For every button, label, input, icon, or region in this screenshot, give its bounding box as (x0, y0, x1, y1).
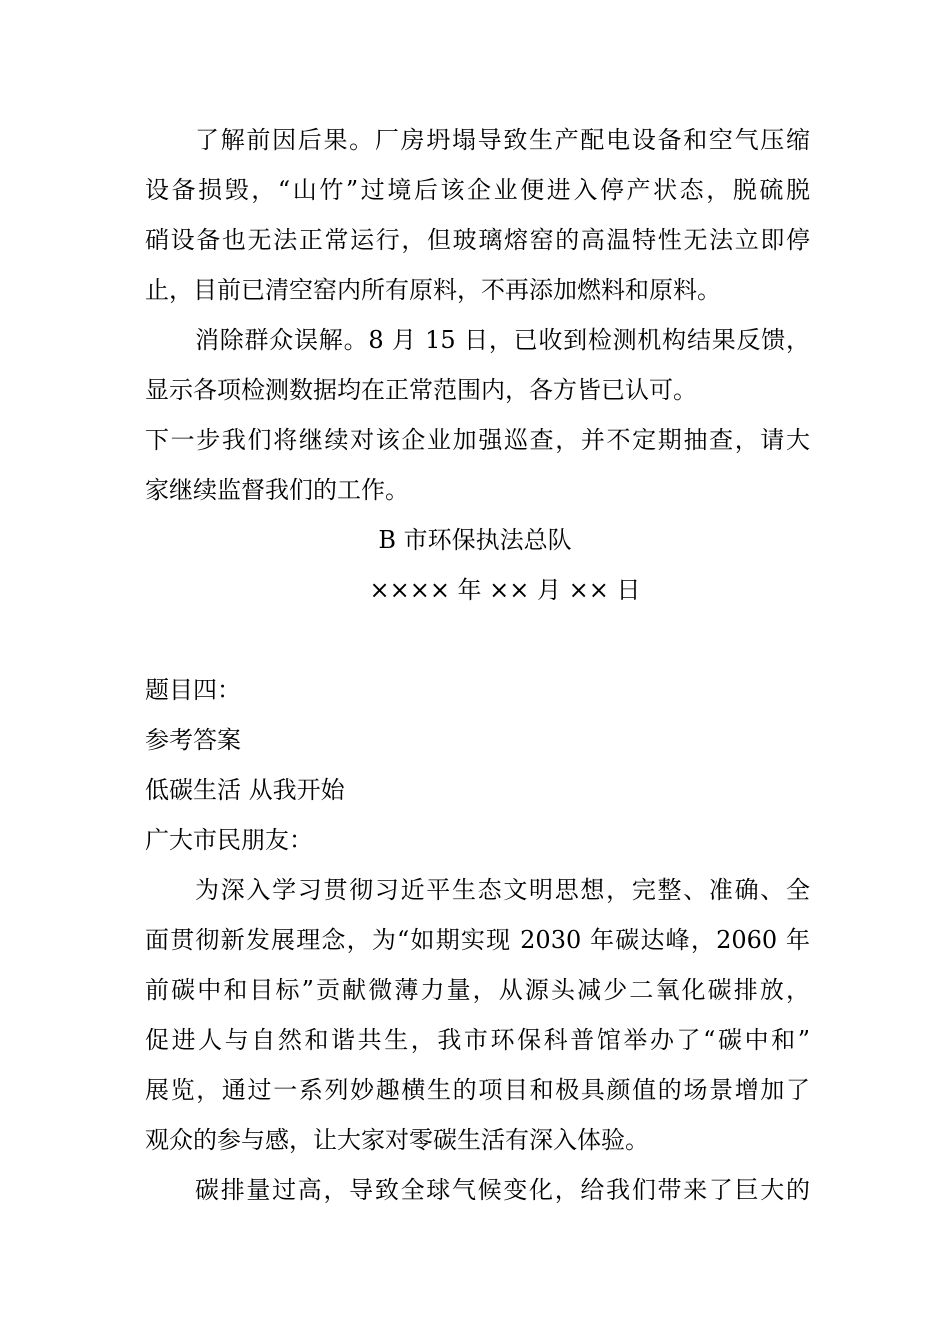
paragraph-2-line-2: 显示各项检测数据均在正常范围内，各方皆已认可。 (145, 376, 697, 404)
signature-date: ×××× 年 ×× 月 ×× 日 (369, 576, 641, 604)
paragraph-5-line-1: 碳排量过高，导致全球气候变化，给我们带来了巨大的 (195, 1176, 810, 1204)
signature-organization: B 市环保执法总队 (378, 526, 572, 554)
paragraph-4-line-1: 为深入学习贯彻习近平生态文明思想，完整、准确、全 (195, 876, 810, 904)
paragraph-1-line-2: 设备损毁，“山竹”过境后该企业便进入停产状态，脱硫脱 (145, 176, 810, 204)
paragraph-3-line-2: 家继续监督我们的工作。 (145, 476, 409, 504)
paragraph-1-line-4: 止，目前已清空窑内所有原料，不再添加燃料和原料。 (145, 276, 721, 304)
salutation: 广大市民朋友： (145, 826, 313, 854)
answer-label: 参考答案 (145, 726, 241, 754)
paragraph-4-line-2: 面贯彻新发展理念，为“如期实现 2030 年碳达峰，2060 年 (145, 926, 810, 954)
paragraph-4-line-4: 促进人与自然和谐共生，我市环保科普馆举办了“碳中和” (145, 1026, 810, 1054)
paragraph-1-line-1: 了解前因后果。厂房坍塌导致生产配电设备和空气压缩 (195, 126, 810, 154)
article-headline: 低碳生活 从我开始 (145, 776, 345, 804)
paragraph-4-line-5: 展览，通过一系列妙趣横生的项目和极具颜值的场景增加了 (145, 1076, 810, 1104)
paragraph-1-line-3: 硝设备也无法正常运行，但玻璃熔窑的高温特性无法立即停 (145, 226, 810, 254)
paragraph-4-line-6: 观众的参与感，让大家对零碳生活有深入体验。 (145, 1126, 649, 1154)
section-title: 题目四： (145, 676, 241, 704)
paragraph-3-line-1: 下一步我们将继续对该企业加强巡查，并不定期抽查，请大 (145, 426, 810, 454)
paragraph-4-line-3: 前碳中和目标”贡献微薄力量，从源头减少二氧化碳排放， (145, 976, 810, 1004)
paragraph-2-line-1: 消除群众误解。8 月 15 日，已收到检测机构结果反馈， (195, 326, 810, 354)
